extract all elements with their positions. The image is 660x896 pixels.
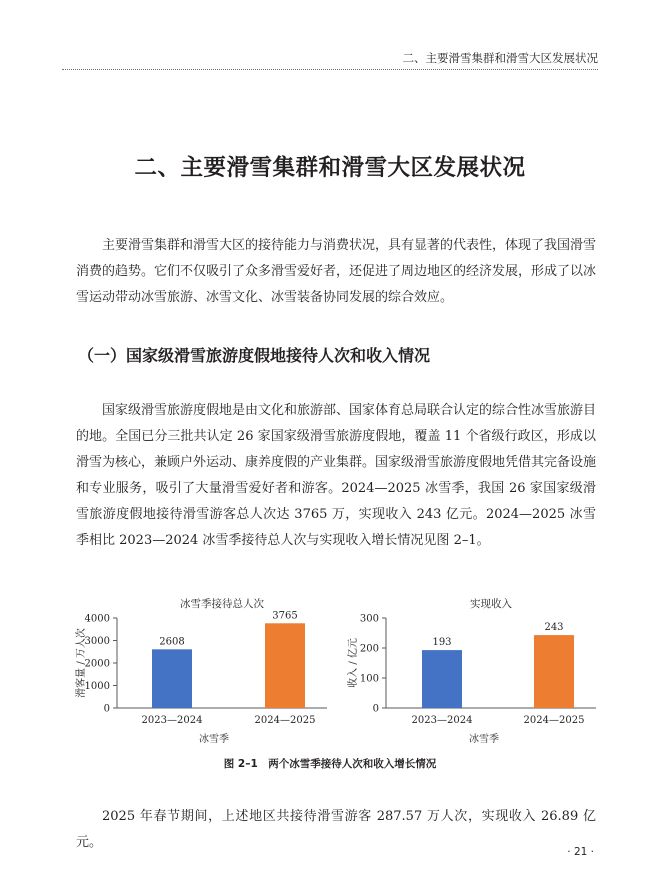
chart-revenue xyxy=(334,588,604,758)
bar-2024—2025 xyxy=(265,623,305,708)
x-tick-label: 2023—2024 xyxy=(411,715,473,726)
x-tick-label: 2024—2025 xyxy=(523,715,585,726)
closing-paragraph: 2025 年春节期间，上述地区共接待滑雪游客 287.57 万人次，实现收入 26.89 亿元。 xyxy=(76,809,596,850)
x-axis-title: 冰雪季 xyxy=(199,734,229,745)
subsection-title: （一）国家级滑雪旅游度假地接待人次和收入情况 xyxy=(78,346,431,365)
y-tick-label: 0 xyxy=(103,703,110,715)
y-tick-label: 300 xyxy=(359,613,379,625)
bar-value-label: 2608 xyxy=(159,636,185,648)
y-tick-label: 2000 xyxy=(84,658,110,670)
x-tick-label: 2023—2024 xyxy=(141,715,203,726)
y-tick-label: 0 xyxy=(372,703,379,715)
chart-visitors xyxy=(62,588,332,758)
figure-caption: 图 2–1 两个冰雪季接待人次和收入增长情况 xyxy=(223,758,437,770)
bar-value-label: 3765 xyxy=(272,610,298,622)
bar-value-label: 243 xyxy=(544,622,564,634)
body-paragraph: 国家级滑雪旅游度假地是由文化和旅游部、国家体育总局联合认定的综合性冰雪旅游目的地。全国已分三批共认定 26 家国家级滑雪旅游度假地，覆盖 11 个省级行政区，形成以滑雪为核心，兼顾户外运动、康养度假的产业集群。国家级滑雪旅游度假地凭借其完备设施和专业服务，吸引了大量滑雪爱好者和游客。2024—2025 冰雪季，我国 26 家国家级滑雪旅游度假地接待滑雪游客总人次达 3765 万，实现收入 243 亿元。2024—2025 冰雪季相比 2023—2024 冰雪季接待总人次与实现收入增长情况见图 2–1。 xyxy=(76,403,597,548)
y-tick-label: 4000 xyxy=(84,613,110,625)
y-tick-label: 1000 xyxy=(84,681,110,692)
y-tick-label: 100 xyxy=(359,673,379,685)
chart-title: 实现收入 xyxy=(470,598,512,610)
bar-2023—2024 xyxy=(152,649,192,708)
y-tick-label: 200 xyxy=(359,643,379,655)
bar-2024—2025 xyxy=(534,635,574,708)
bar-2023—2024 xyxy=(422,650,462,708)
figure-2-1 xyxy=(62,588,602,778)
y-axis-title: 滑客量 / 万人次 xyxy=(76,628,87,698)
x-axis-title: 冰雪季 xyxy=(469,734,499,745)
chart-title: 冰雪季接待总人次 xyxy=(180,598,264,610)
bar-value-label: 193 xyxy=(432,637,452,649)
intro-paragraph: 主要滑雪集群和滑雪大区的接待能力与消费状况，具有显著的代表性，体现了我国滑雪消费的趋势。它们不仅吸引了众多滑雪爱好者，还促进了周边地区的经济发展，形成了以冰雪运动带动冰雪旅游、冰雪文化、冰雪装备协同发展的综合效应。 xyxy=(76,238,597,305)
header-divider xyxy=(62,69,598,70)
section-title: 二、主要滑雪集群和滑雪大区发展状况 xyxy=(134,155,526,181)
page-number: · 21 · xyxy=(567,846,594,858)
running-header: 二、主要滑雪集群和滑雪大区发展状况 xyxy=(402,51,598,65)
y-axis-title: 收入 / 亿元 xyxy=(348,638,359,688)
x-tick-label: 2024—2025 xyxy=(254,715,316,726)
y-tick-label: 3000 xyxy=(84,636,110,647)
